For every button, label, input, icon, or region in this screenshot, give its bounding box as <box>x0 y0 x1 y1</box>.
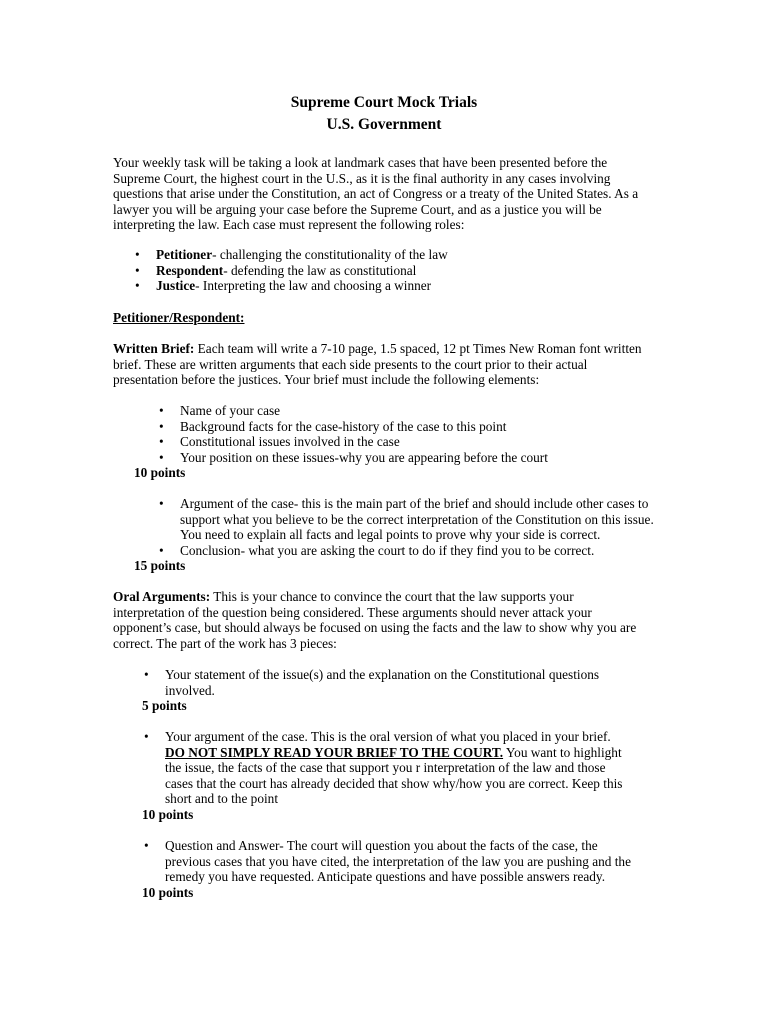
written-brief-paragraph <box>113 341 643 388</box>
emphasis-text: DO NOT SIMPLY READ YOUR BRIEF TO THE COURT. <box>165 744 504 760</box>
bullet-icon: • <box>135 247 140 262</box>
piece-text: Your statement of the issue(s) and the explanation on the Constitutional questions involved. <box>165 667 600 698</box>
points-label: 10 points <box>142 807 194 822</box>
list-item <box>142 838 632 885</box>
list-item <box>142 729 632 807</box>
bullet-icon: • <box>144 729 149 744</box>
bullet-icon: • <box>144 667 149 682</box>
points-label: 15 points <box>134 558 186 573</box>
document-subtitle: U.S. Government <box>326 116 442 133</box>
piece-text: Question and Answer- The court will question you about the facts of the case, the previous cases that you have cited, the interpretation of the law you are pushing and the remedy you have requested. Anticipate questions and have possible answers ready. <box>165 838 631 885</box>
bullet-icon: • <box>159 434 164 450</box>
brief-elements-list-2 <box>157 496 657 558</box>
points-label: 10 points <box>142 885 194 900</box>
list-item <box>133 278 633 294</box>
oral-piece-2-list <box>142 729 632 807</box>
oral-arguments-label: Oral Arguments: <box>113 589 211 604</box>
list-item: • Your position on these issues-why you are appearing before the court <box>159 449 548 465</box>
role-term: Respondent <box>156 262 224 278</box>
points-label: 10 points <box>134 465 186 480</box>
list-item: • Name of your case <box>159 403 281 418</box>
document-title: Supreme Court Mock Trials <box>290 94 478 111</box>
written-brief-text: Each team will write a 7-10 page, 1.5 spaced, 12 pt Times New Roman font written brief. These are written arguments that each side presents to the court prior to their actual presentation before the justices. Your brief must include the following elements: <box>113 341 642 388</box>
roles-list <box>133 247 633 294</box>
list-item <box>133 263 633 279</box>
points-label: 5 points <box>142 698 187 713</box>
oral-piece-1-list <box>142 667 632 698</box>
list-item <box>133 247 633 263</box>
role-term: Justice <box>156 278 196 294</box>
bullet-icon: • <box>135 262 140 278</box>
intro-paragraph: Your weekly task will be taking a look at landmark cases that have been presented before the Supreme Court, the highest court in the U.S., as it is the final authority in any cases involving questions that arise under the Constitution, an act of Congress or a treaty of the United States. As a lawyer you will be arguing your case before the Supreme Court, and as a justice you will be interpreting the law. Each case must represent the following roles: <box>113 155 639 233</box>
brief-elements-list <box>157 403 637 465</box>
oral-arguments-paragraph <box>113 589 643 651</box>
oral-arguments-text: This is your chance to convince the court that the law supports your interpretation of the question being considered. These arguments should never attack your opponent’s case, but should always be focused on using the facts and the law to show why you are correct. The part of the work has 3 pieces: <box>113 589 637 651</box>
role-term: Petitioner <box>156 247 213 262</box>
section-heading: Petitioner/Respondent: <box>113 310 245 325</box>
list-item: • Conclusion- what you are asking the court to do if they find you to be correct. <box>159 542 595 558</box>
bullet-icon: • <box>159 449 164 465</box>
bullet-icon: • <box>159 403 164 418</box>
piece-text: Your argument of the case. This is the oral version of what you placed in your brief. <box>165 729 611 744</box>
piece-text: You want to highlight the issue, the facts of the case that support you r interpretation of the law and those cases that the court has already decided that show why/how you are correct. Keep this short and to the point <box>165 744 623 807</box>
bullet-icon: • <box>159 418 164 434</box>
role-desc: - challenging the constitutionality of the law <box>212 247 448 262</box>
list-item: • Constitutional issues involved in the case <box>159 434 400 450</box>
bullet-icon: • <box>135 278 140 294</box>
list-item <box>142 667 632 698</box>
bullet-icon: • <box>144 838 149 853</box>
written-brief-label: Written Brief: <box>113 341 195 356</box>
list-item: • Background facts for the case-history of the case to this point <box>159 418 507 434</box>
role-desc: - defending the law as constitutional <box>223 262 417 278</box>
bullet-icon: • <box>159 542 164 558</box>
role-desc: - Interpreting the law and choosing a winner <box>195 278 432 294</box>
oral-piece-3-list <box>142 838 632 885</box>
list-item: • Argument of the case- this is the main part of the brief and should include other cases to support what you believe to be the correct interpretation of the Constitution on this issue. You need to explain all facts and legal points to prove why your side is correct. <box>159 496 654 543</box>
bullet-icon: • <box>159 496 164 511</box>
